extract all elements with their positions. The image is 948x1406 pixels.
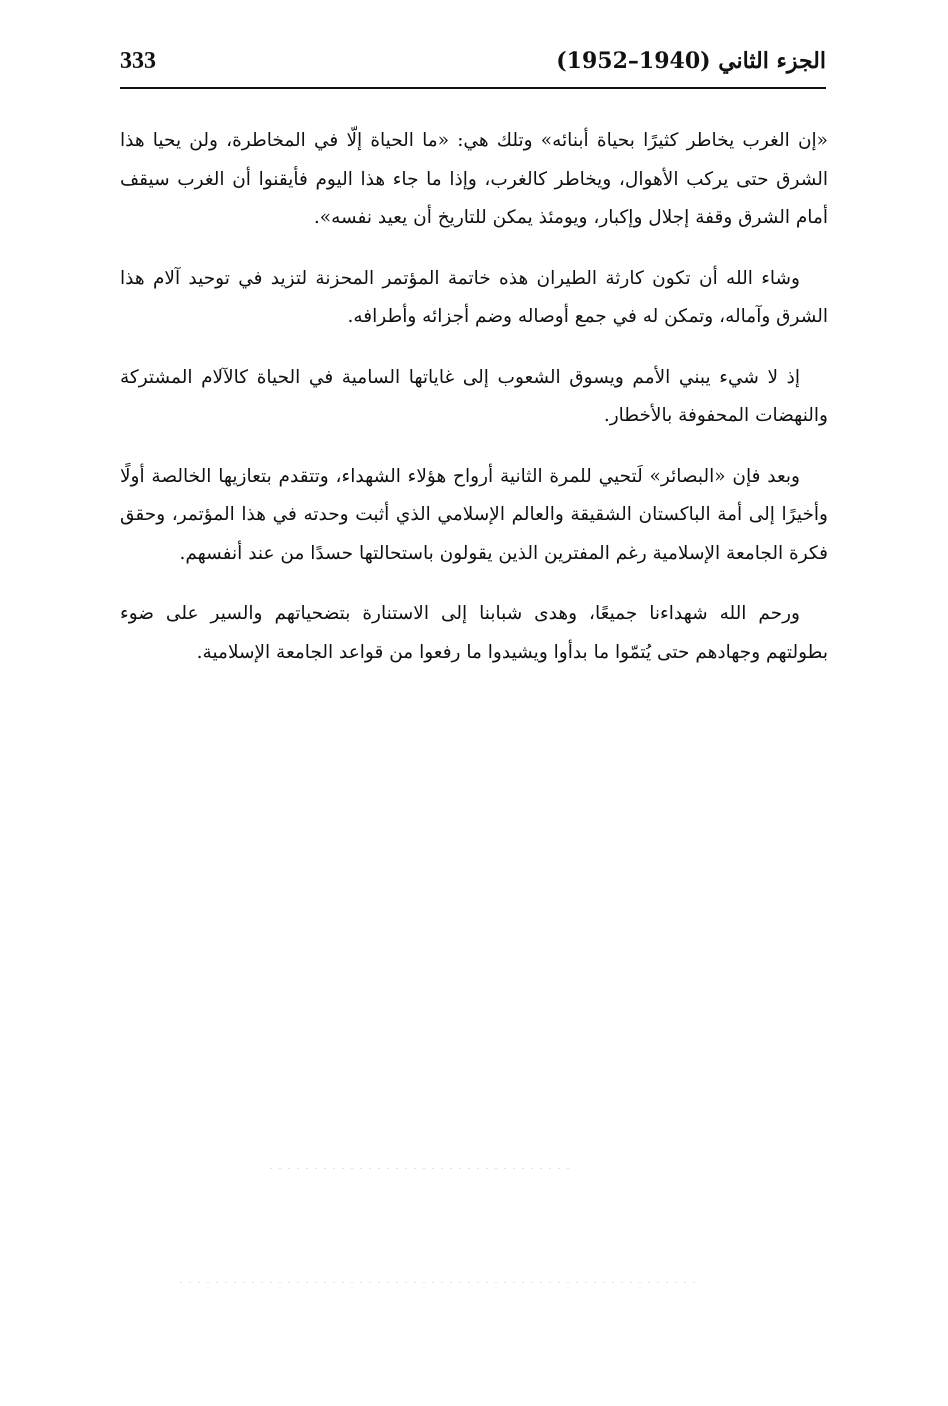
page-number: 333 xyxy=(120,48,156,74)
paragraph: إذ لا شيء يبني الأمم ويسوق الشعوب إلى غاياتها السامية في الحياة كالآلام المشتركة والنهضات المحفوفة بالأخطار. xyxy=(120,366,828,426)
paragraph: وشاء الله أن تكون كارثة الطيران هذه خاتمة المؤتمر المحزنة لتزيد في توحيد آلام هذا الشرق وآماله، وتمكن له في جمع أوصاله وضم أجزائه وأطرافه. xyxy=(120,267,828,327)
scan-noise xyxy=(270,1168,570,1169)
paragraph: وبعد فإن «البصائر» لَتحيي للمرة الثانية أرواح هؤلاء الشهداء، وتتقدم بتعازيها الخالصة أولًا وأخيرًا إلى أمة الباكستان الشقيقة والعالم الإسلامي الذي أثبت وحدته في هذا المؤتمر، وحقق فكرة الجامعة الإسلامية رغم المفترين الذين يقولون باستحالتها حسدًا من عند أنفسهم. xyxy=(120,465,828,564)
scan-noise xyxy=(180,1282,700,1283)
body-text xyxy=(120,122,828,694)
running-head-title: الجزء الثاني (1940–1952) xyxy=(556,48,826,74)
paragraph: ورحم الله شهداءنا جميعًا، وهدى شبابنا إلى الاستنارة بتضحياتهم والسير على ضوء بطولتهم وجهادهم حتى يُتمّوا ما بدأوا ويشيدوا ما رفعوا من قواعد الجامعة الإسلامية. xyxy=(120,603,828,663)
running-header xyxy=(120,46,826,82)
header-rule xyxy=(120,87,826,89)
paragraph: «إن الغرب يخاطر كثيرًا بحياة أبنائه» وتلك هي: «ما الحياة إلّا في المخاطرة، ولن يحيا هذا الشرق حتى يركب الأهوال، ويخاطر كالغرب، وإذا ما جاء هذا اليوم فأيقنوا أن الغرب سيقف أمام الشرق وقفة إجلال وإكبار، ويومئذ يمكن للتاريخ أن يعيد نفسه». xyxy=(120,130,829,228)
